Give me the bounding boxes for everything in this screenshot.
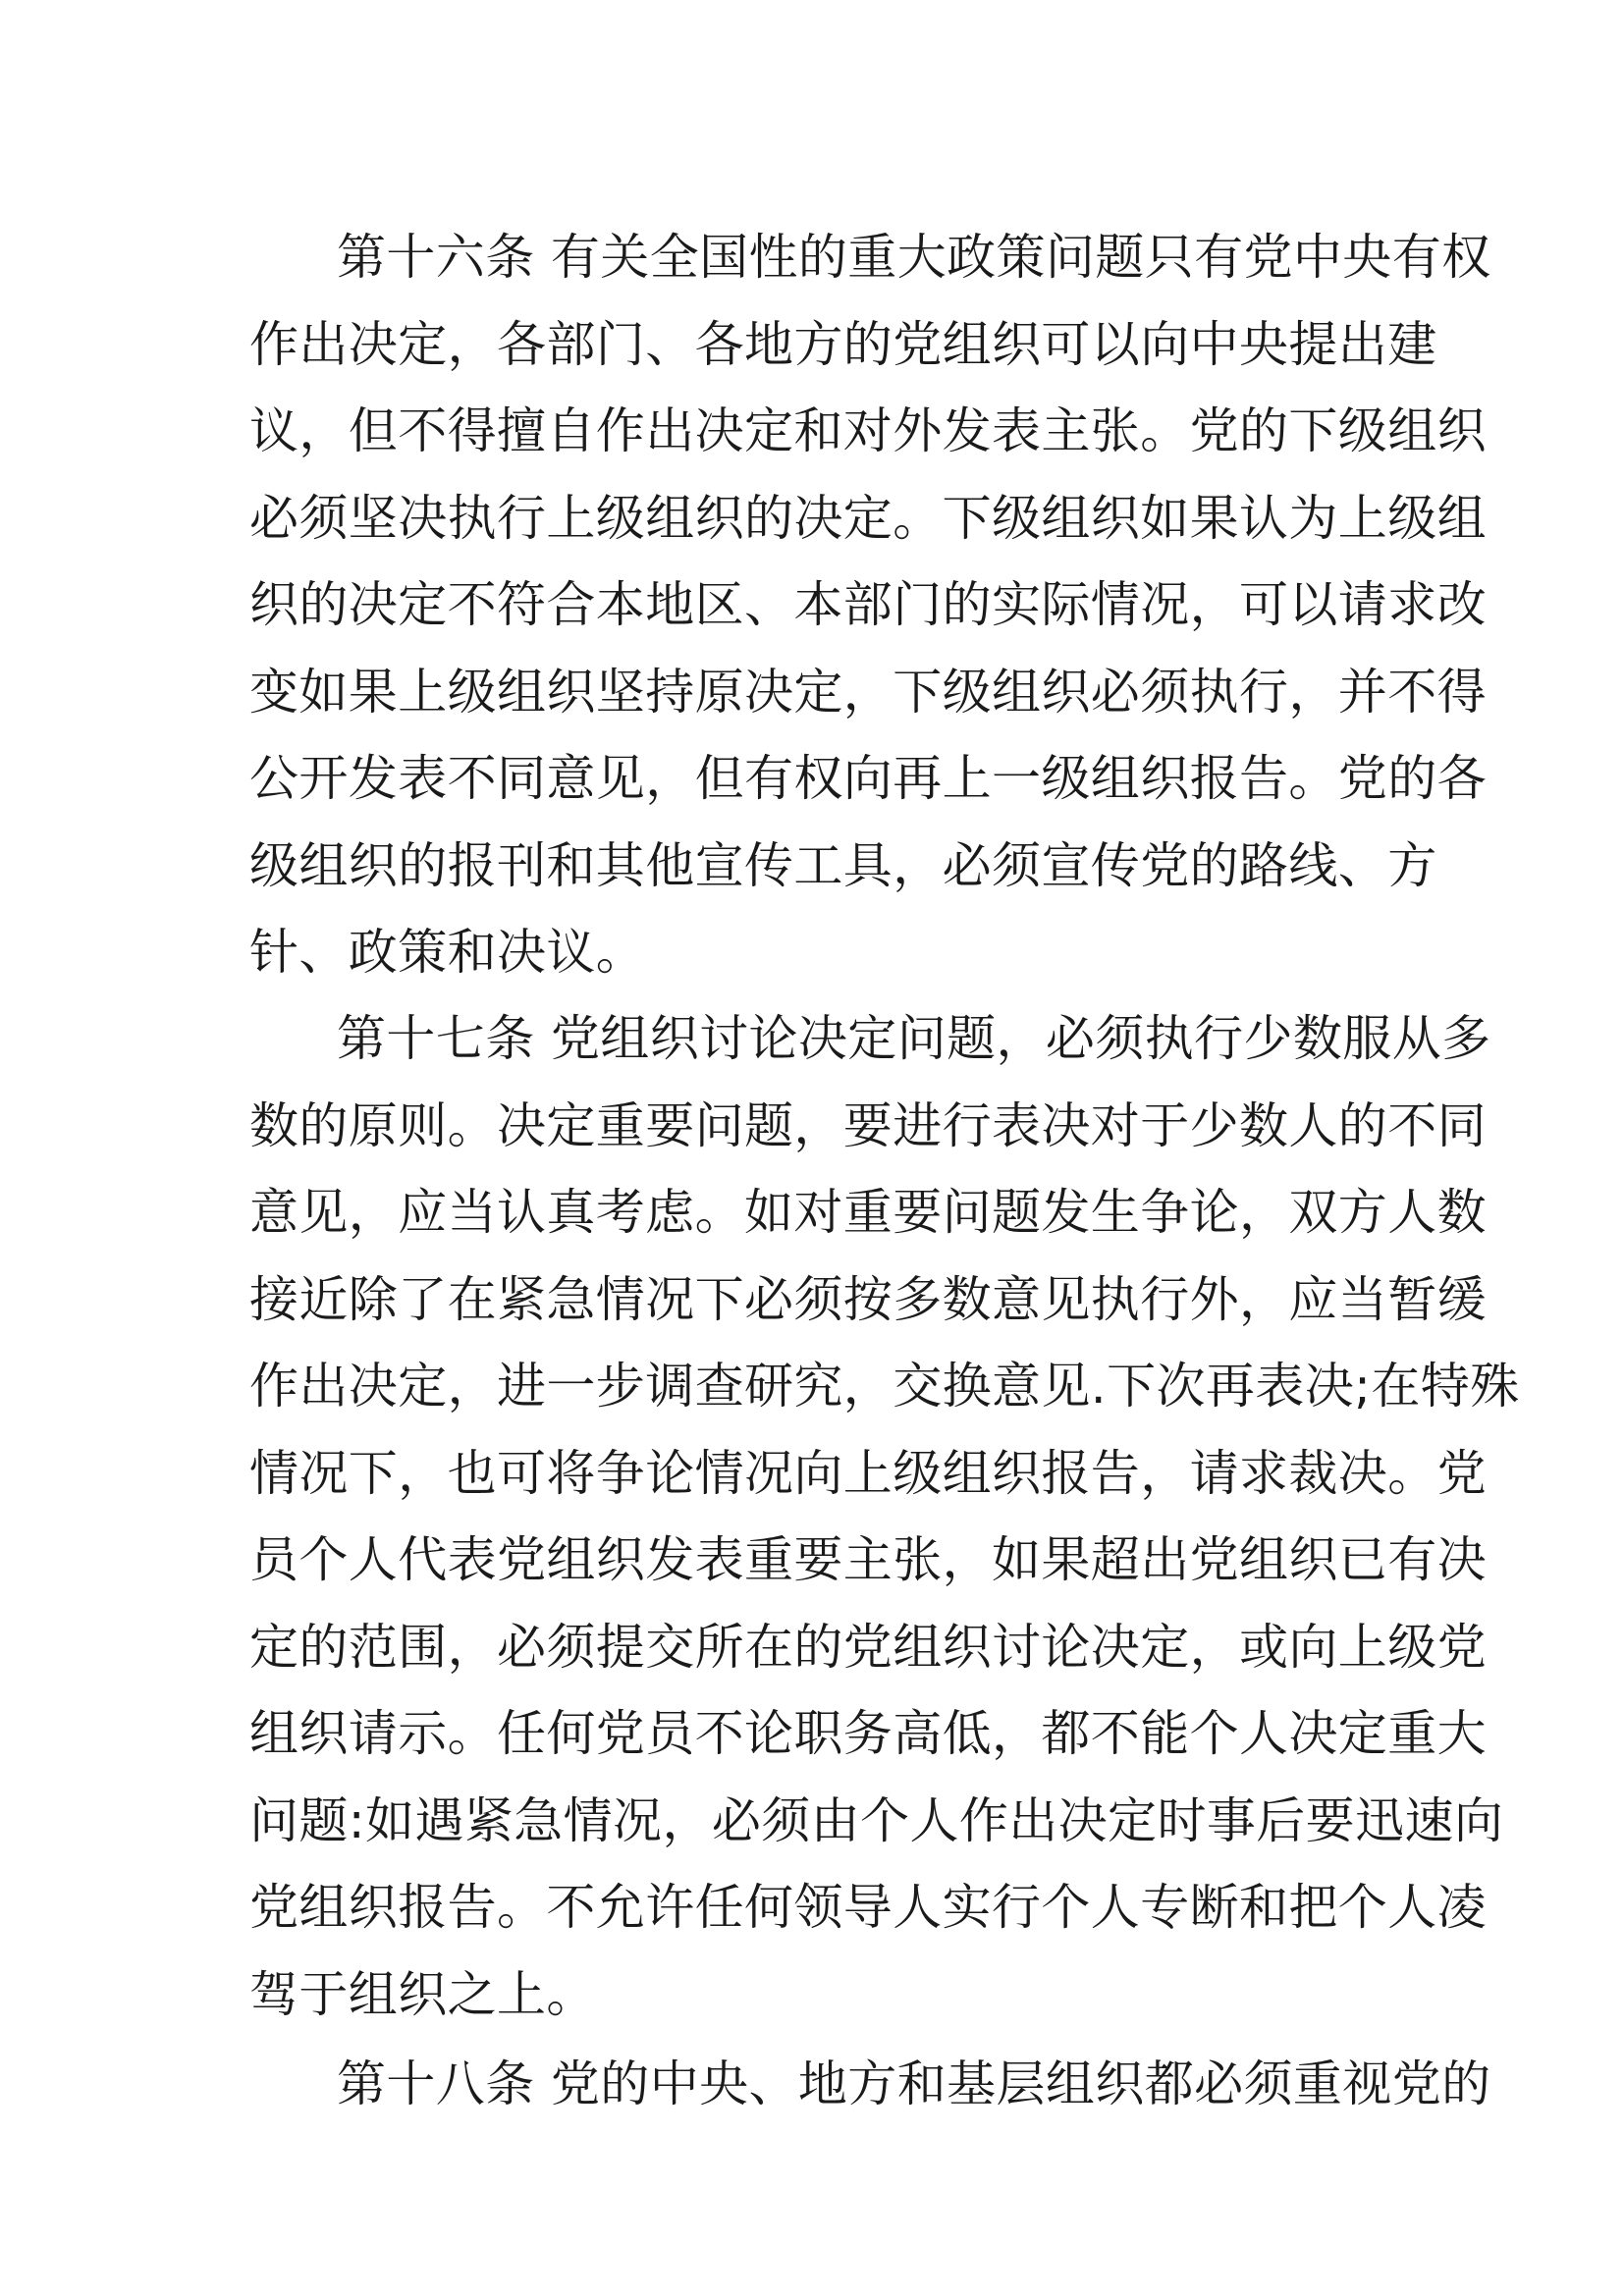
article-18-paragraph [249, 2041, 1491, 2128]
text-line: 针、政策和决议。 [249, 924, 646, 981]
text-line: 级组织的报刊和其他宣传工具，必须宣传党的路线、方 [249, 836, 1437, 894]
article-17-paragraph [249, 995, 1520, 2038]
text-line: 驾于组织之上。 [249, 1965, 596, 2023]
text-line: 必须坚决执行上级组织的决定。下级组织如果认为上级组 [249, 489, 1487, 547]
article-16-paragraph [249, 214, 1491, 996]
text-line: 织的决定不符合本地区、本部门的实际情况，可以请求改 [249, 576, 1487, 633]
text-line: 第十六条 有关全国性的重大政策问题只有党中央有权 [337, 229, 1491, 286]
text-line: 作出决定，进一步调查研究，交换意见.下次再表决;在特殊 [249, 1358, 1520, 1415]
text-line: 第十七条 党组织讨论决定问题，必须执行少数服从多 [337, 1010, 1491, 1067]
text-line: 议，但不得擅自作出决定和对外发表主张。党的下级组织 [249, 402, 1487, 459]
text-line: 问题:如遇紧急情况，必须由个人作出决定时事后要迅速向 [249, 1791, 1504, 1849]
text-line: 情况下，也可将争论情况向上级组织报告，请求裁决。党 [249, 1444, 1487, 1502]
text-line: 作出决定，各部门、各地方的党组织可以向中央提出建 [249, 315, 1437, 373]
text-line: 员个人代表党组织发表重要主张，如果超出党组织已有决 [249, 1531, 1487, 1588]
text-line: 定的范围，必须提交所在的党组织讨论决定，或向上级党 [249, 1618, 1487, 1676]
text-line: 变如果上级组织坚持原决定，下级组织必须执行，并不得 [249, 663, 1487, 721]
text-line: 第十八条 党的中央、地方和基层组织都必须重视党的 [337, 2056, 1491, 2112]
text-line: 组织请示。任何党员不论职务高低，都不能个人决定重大 [249, 1705, 1487, 1762]
text-line: 意见，应当认真考虑。如对重要问题发生争论，双方人数 [249, 1184, 1487, 1241]
text-line: 数的原则。决定重要问题，要进行表决对于少数人的不同 [249, 1096, 1487, 1154]
text-line: 党组织报告。不允许任何领导人实行个人专断和把个人凌 [249, 1879, 1487, 1936]
text-line: 公开发表不同意见，但有权向再上一级组织报告。党的各 [249, 750, 1487, 807]
text-line: 接近除了在紧急情况下必须按多数意见执行外，应当暂缓 [249, 1270, 1487, 1328]
